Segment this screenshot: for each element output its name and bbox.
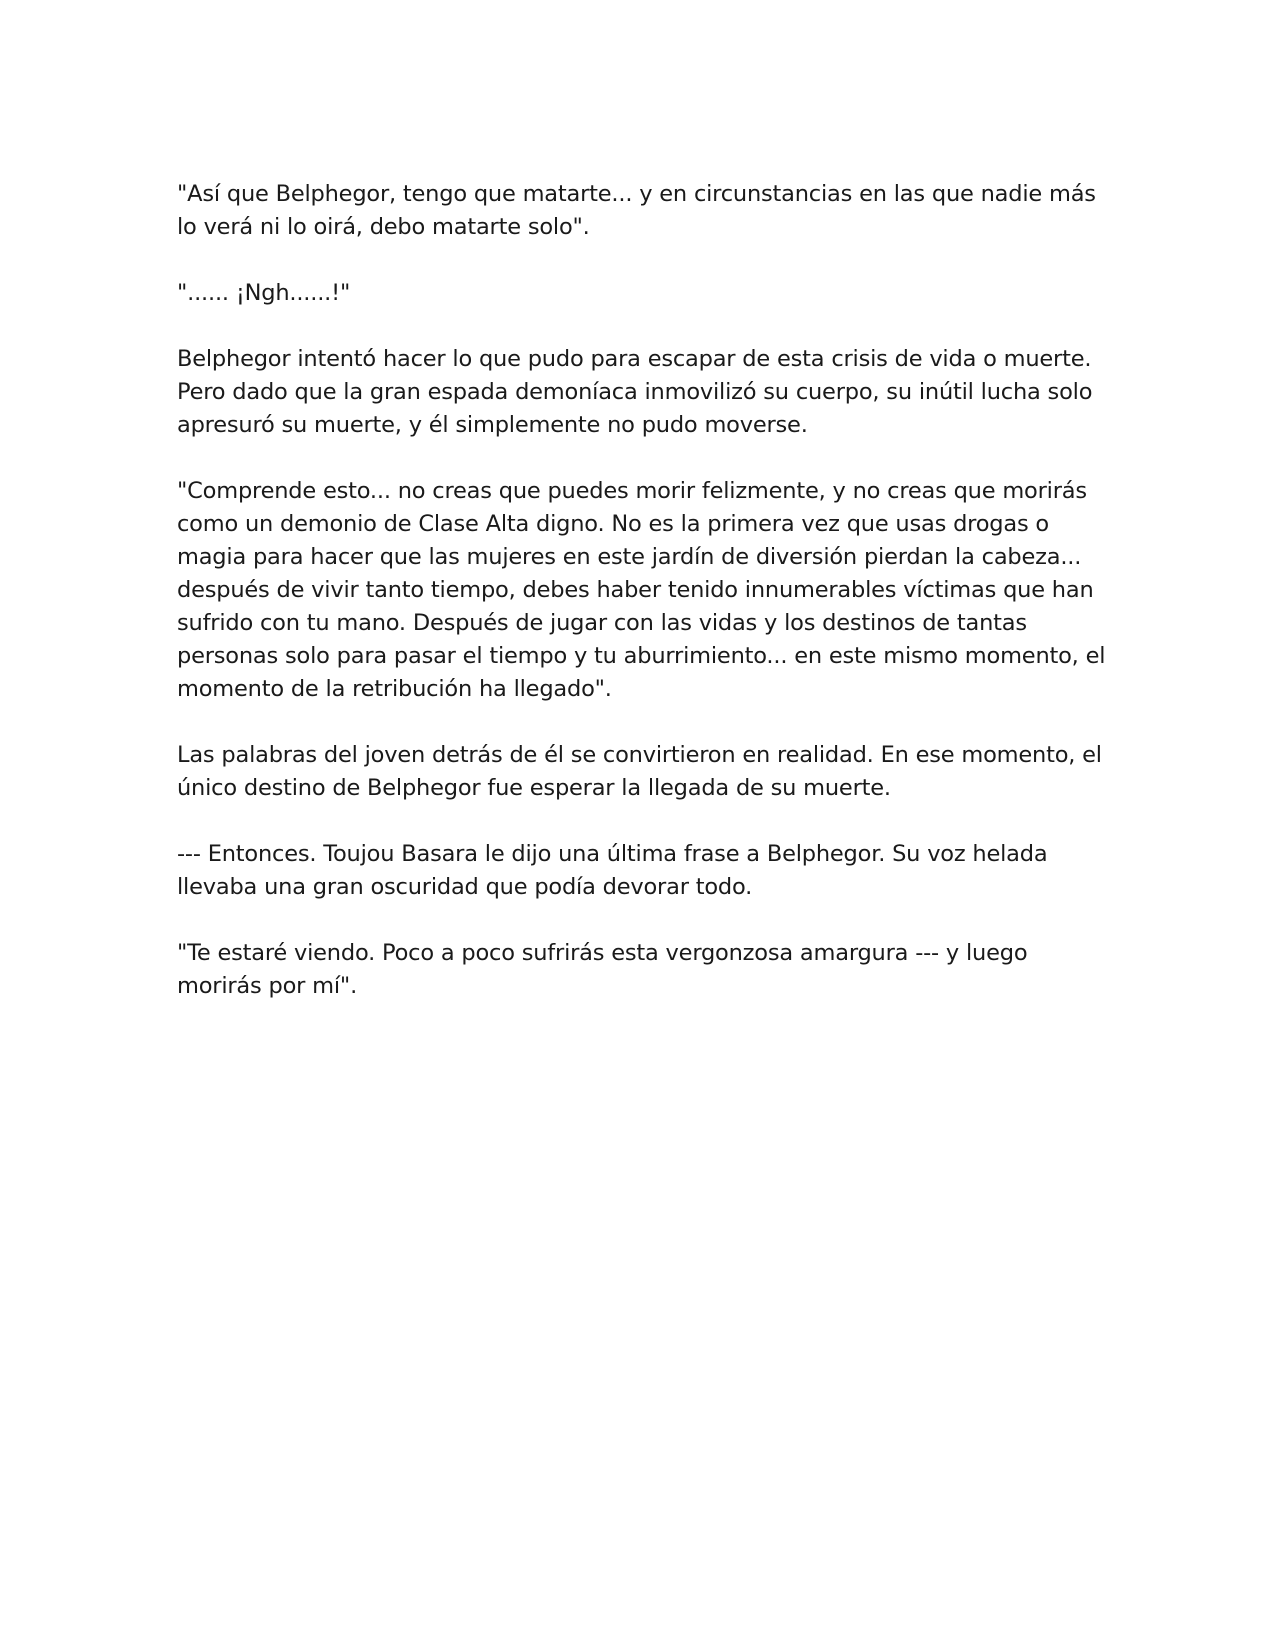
- paragraph-6: --- Entonces. Toujou Basara le dijo una última frase a Belphegor. Su voz helada llevaba una gran oscuridad que podía devorar todo.: [177, 841, 1048, 900]
- paragraph-1: "Así que Belphegor, tengo que matarte... y en circunstancias en las que nadie más lo verá ni lo oirá, debo matarte solo".: [177, 181, 1096, 240]
- paragraph-5: Las palabras del joven detrás de él se convirtieron en realidad. En ese momento, el único destino de Belphegor fue esperar la llegada de su muerte.: [177, 742, 1102, 801]
- document-body: [177, 178, 1107, 1036]
- paragraph-7: "Te estaré viendo. Poco a poco sufrirás esta vergonzosa amargura --- y luego morirás por mí".: [177, 940, 1028, 999]
- paragraph-2: "...... ¡Ngh......!": [177, 280, 351, 306]
- paragraph-3: Belphegor intentó hacer lo que pudo para escapar de esta crisis de vida o muerte. Pero dado que la gran espada demoníaca inmovilizó su cuerpo, su inútil lucha solo apresuró su muerte, y él simplemente no pudo moverse.: [177, 346, 1093, 438]
- paragraph-4: "Comprende esto... no creas que puedes morir felizmente, y no creas que morirás como un demonio de Clase Alta digno. No es la primera vez que usas drogas o magia para hacer que las mujeres en este jardín de diversión pierdan la cabeza... después de vivir tanto tiempo, debes haber tenido innumerables víctimas que han sufrido con tu mano. Después de jugar con las vidas y los destinos de tantas personas solo para pasar el tiempo y tu aburrimiento... en este mismo momento, el momento de la retribución ha llegado".: [177, 478, 1106, 702]
